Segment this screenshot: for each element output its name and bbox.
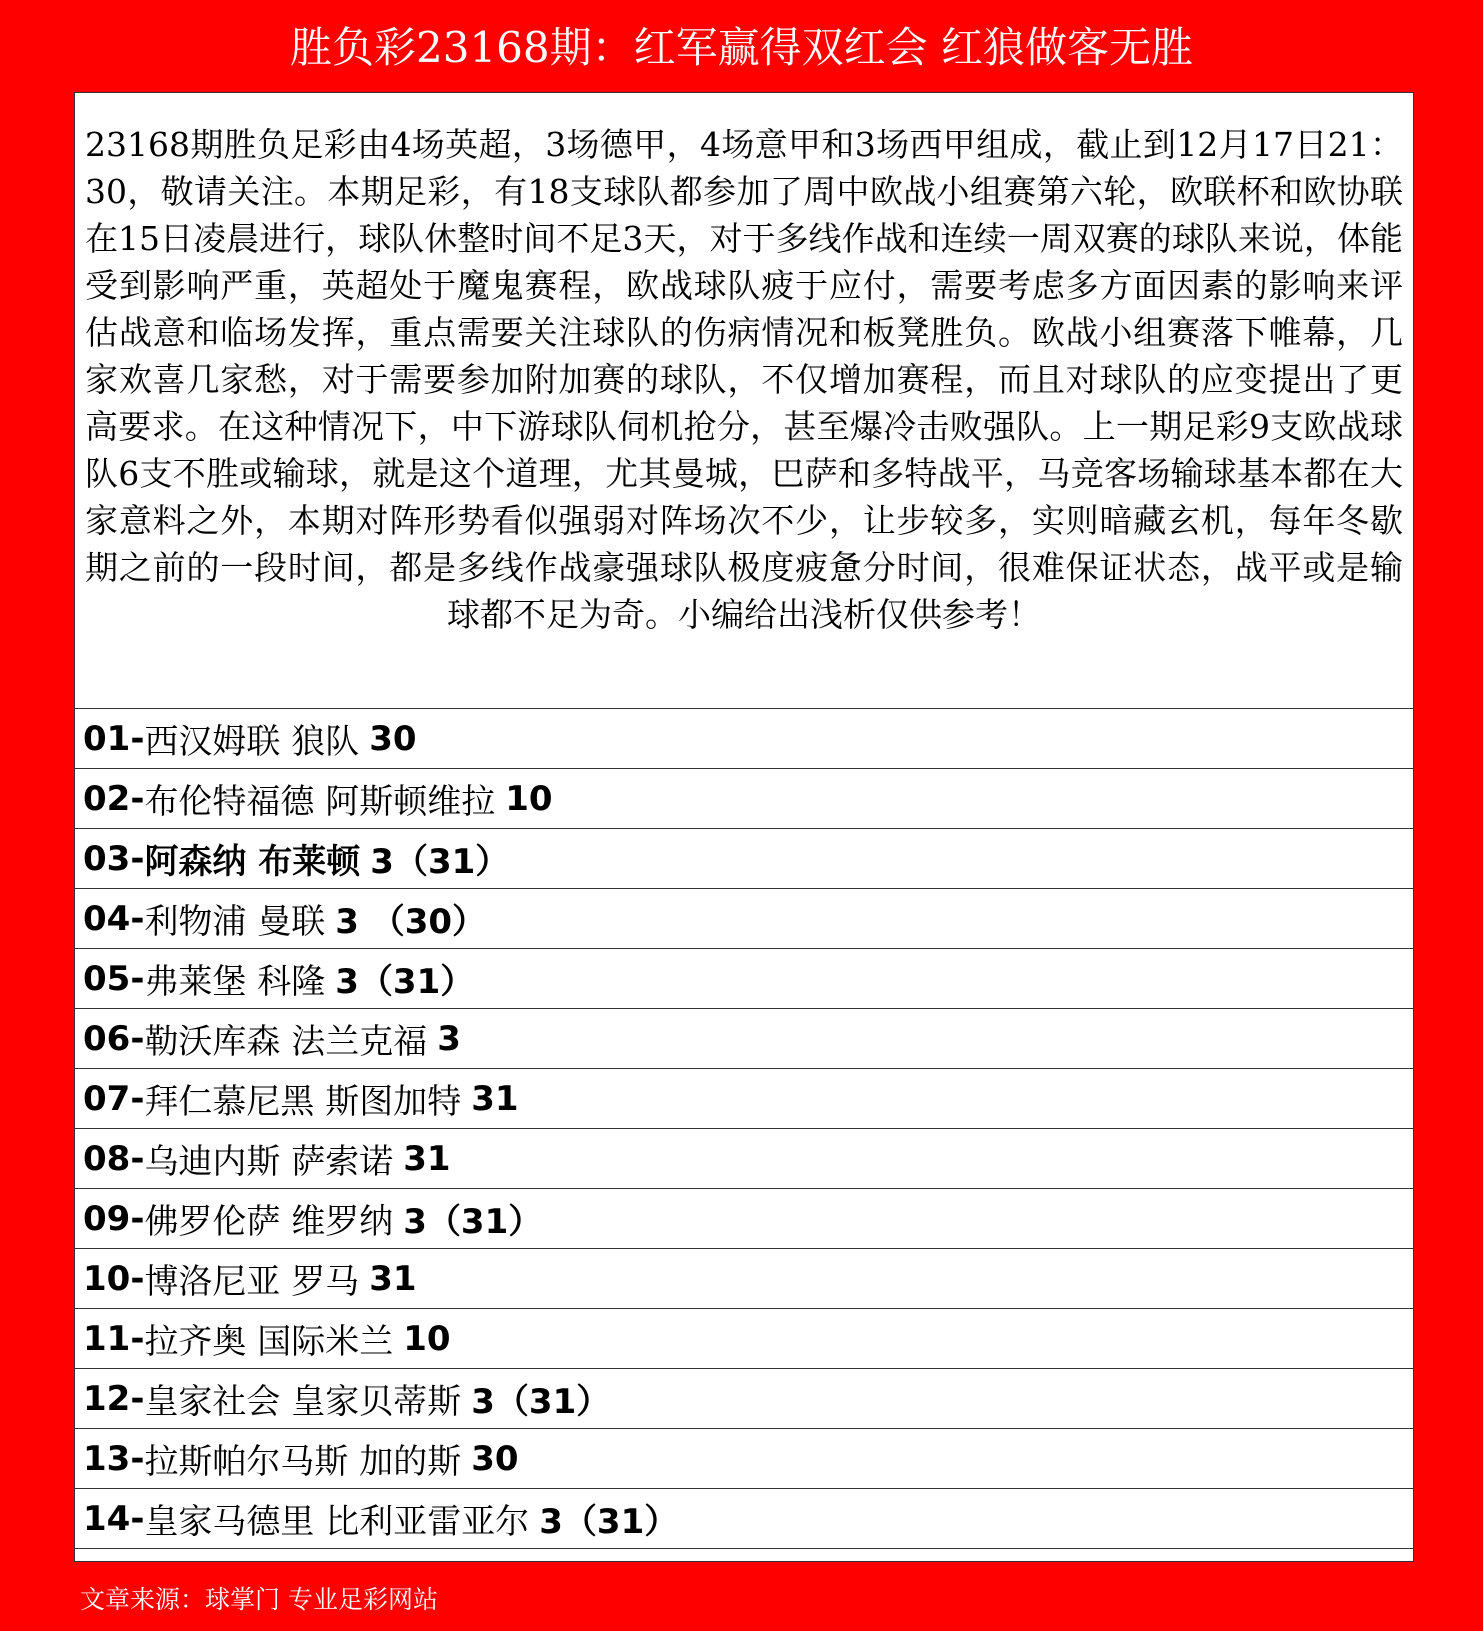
- match-number: 03-: [83, 838, 145, 879]
- match-teams: 拜仁慕尼黑 斯图加特: [144, 1082, 462, 1122]
- match-teams: 拉斯帕尔马斯 加的斯: [144, 1442, 462, 1482]
- match-pick: 3: [437, 1018, 461, 1059]
- match-number: 02-: [83, 778, 145, 819]
- match-teams: 拉齐奥 国际米兰: [144, 1322, 394, 1362]
- match-pick: 31: [471, 1078, 519, 1119]
- match-number: 07-: [83, 1078, 145, 1119]
- match-pick: 31: [403, 1138, 451, 1179]
- match-pick: 3（31）: [539, 1502, 679, 1542]
- match-number: 12-: [83, 1378, 145, 1419]
- match-teams: 布伦特福德 阿斯顿维拉: [144, 782, 496, 822]
- match-number: 13-: [83, 1438, 145, 1479]
- match-pick: 3 （30）: [335, 902, 487, 942]
- table-row: [75, 829, 1413, 889]
- match-pick: 3（31）: [471, 1382, 611, 1422]
- match-number: 10-: [83, 1258, 145, 1299]
- match-teams: 勒沃库森 法兰克福: [144, 1022, 428, 1062]
- match-pick: 30: [369, 718, 417, 759]
- match-pick: 10: [505, 778, 553, 819]
- table-row: [75, 1489, 1413, 1549]
- content-panel: [74, 92, 1414, 1562]
- match-teams: 佛罗伦萨 维罗纳: [144, 1202, 394, 1242]
- table-row: [75, 949, 1413, 1009]
- table-row: [75, 1369, 1413, 1429]
- match-pick: 31: [369, 1258, 417, 1299]
- match-number: 06-: [83, 1018, 145, 1059]
- table-row: [75, 1069, 1413, 1129]
- match-number: 01-: [83, 718, 145, 759]
- match-teams: 利物浦 曼联: [144, 902, 326, 942]
- table-row: [75, 1249, 1413, 1309]
- match-teams: 阿森纳 布莱顿: [144, 842, 361, 882]
- table-row: [75, 1009, 1413, 1069]
- match-number: 05-: [83, 958, 145, 999]
- table-row: [75, 1309, 1413, 1369]
- page-title: 胜负彩23168期：红军赢得双红会 红狼做客无胜: [290, 23, 1193, 72]
- table-row: [75, 769, 1413, 829]
- table-row: [75, 709, 1413, 769]
- table-row: [75, 1189, 1413, 1249]
- match-pick: 3（31）: [370, 842, 510, 882]
- match-teams: 乌迪内斯 萨索诺: [144, 1142, 394, 1182]
- match-number: 08-: [83, 1138, 145, 1179]
- match-number: 04-: [83, 898, 145, 939]
- match-table: [75, 708, 1413, 1549]
- intro-paragraph: 23168期胜负足彩由4场英超，3场德甲，4场意甲和3场西甲组成，截止到12月17日21：30，敬请关注。本期足彩，有18支球队都参加了周中欧战小组赛第六轮，欧联杯和欧协联在15日凌晨进行，球队休整时间不足3天，对于多线作战和连续一周双赛的球队来说，体能受到影响严重，英超处于魔鬼赛程，欧战球队疲于应付，需要考虑多方面因素的影响来评估战意和临场发挥，重点需要关注球队的伤病情况和板凳胜负。欧战小组赛落下帷幕，几家欢喜几家愁，对于需要参加附加赛的球队，不仅增加赛程，而且对球队的应变提出了更高要求。在这种情况下，中下游球队伺机抢分，甚至爆冷击败强队。上一期足彩9支欧战球队6支不胜或输球，就是这个道理，尤其曼城，巴萨和多特战平，马竞客场输球基本都在大家意料之外，本期对阵形势看似强弱对阵场次不少，让步较多，实则暗藏玄机，每年冬歇期之前的一段时间，都是多线作战豪强球队极度疲惫分时间，很难保证状态，战平或是输球都不足为奇。小编给出浅析仅供参考！: [85, 125, 1403, 634]
- match-teams: 西汉姆联 狼队: [144, 722, 360, 762]
- match-number: 14-: [83, 1498, 145, 1539]
- table-row: [75, 1129, 1413, 1189]
- match-pick: 3（31）: [403, 1202, 543, 1242]
- match-pick: 3（31）: [335, 962, 475, 1002]
- article-source: 文章来源：球掌门 专业足彩网站: [80, 1585, 438, 1614]
- table-row: [75, 1429, 1413, 1489]
- match-number: 09-: [83, 1198, 145, 1239]
- match-teams: 皇家马德里 比利亚雷亚尔: [144, 1502, 530, 1542]
- match-pick: 30: [471, 1438, 519, 1479]
- match-teams: 博洛尼亚 罗马: [144, 1262, 360, 1302]
- match-teams: 弗莱堡 科隆: [144, 962, 326, 1002]
- table-row: [75, 889, 1413, 949]
- match-number: 11-: [83, 1318, 145, 1359]
- match-pick: 10: [403, 1318, 451, 1359]
- match-teams: 皇家社会 皇家贝蒂斯: [144, 1382, 462, 1422]
